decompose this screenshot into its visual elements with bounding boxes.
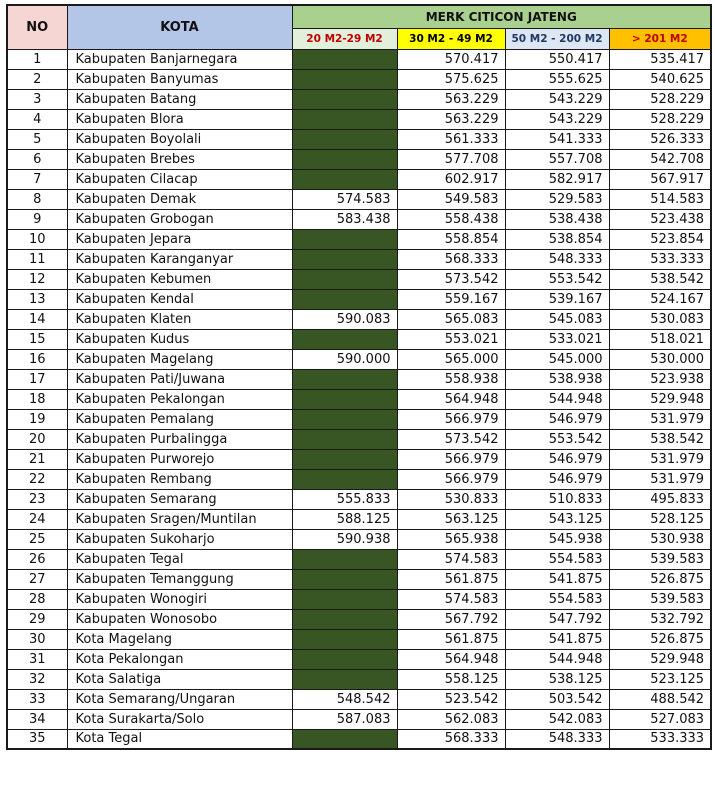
row-price-20-29: 548.542 — [292, 689, 397, 709]
row-price-30-49: 565.000 — [397, 349, 505, 369]
row-price-20-29: 587.083 — [292, 709, 397, 729]
row-kota: Kabupaten Purbalingga — [67, 429, 292, 449]
row-no: 30 — [7, 629, 67, 649]
row-no: 7 — [7, 169, 67, 189]
row-price-201: 526.875 — [609, 629, 711, 649]
row-price-30-49: 567.792 — [397, 609, 505, 629]
table-row — [7, 169, 711, 189]
row-no: 33 — [7, 689, 67, 709]
row-price-20-29-unavailable — [292, 429, 397, 449]
row-no: 25 — [7, 529, 67, 549]
row-price-30-49: 574.583 — [397, 589, 505, 609]
table-row — [7, 149, 711, 169]
row-price-201: 526.875 — [609, 569, 711, 589]
row-no: 23 — [7, 489, 67, 509]
row-no: 20 — [7, 429, 67, 449]
row-price-20-29-unavailable — [292, 589, 397, 609]
table-row — [7, 669, 711, 689]
row-price-201: 530.000 — [609, 349, 711, 369]
header-size-30-49: 30 M2 - 49 M2 — [397, 28, 505, 49]
row-kota: Kabupaten Kendal — [67, 289, 292, 309]
row-price-20-29-unavailable — [292, 649, 397, 669]
row-price-201: 539.583 — [609, 589, 711, 609]
row-price-50-200: 503.542 — [505, 689, 609, 709]
price-table-container — [6, 4, 712, 750]
row-price-50-200: 582.917 — [505, 169, 609, 189]
row-kota: Kabupaten Boyolali — [67, 129, 292, 149]
table-row — [7, 89, 711, 109]
row-kota: Kota Salatiga — [67, 669, 292, 689]
row-no: 35 — [7, 729, 67, 749]
row-price-20-29-unavailable — [292, 389, 397, 409]
row-price-201: 542.708 — [609, 149, 711, 169]
row-price-30-49: 563.229 — [397, 109, 505, 129]
row-price-50-200: 545.938 — [505, 529, 609, 549]
row-no: 29 — [7, 609, 67, 629]
row-no: 31 — [7, 649, 67, 669]
row-no: 9 — [7, 209, 67, 229]
row-kota: Kabupaten Jepara — [67, 229, 292, 249]
row-price-20-29-unavailable — [292, 269, 397, 289]
row-no: 2 — [7, 69, 67, 89]
row-price-201: 526.333 — [609, 129, 711, 149]
row-no: 34 — [7, 709, 67, 729]
row-no: 5 — [7, 129, 67, 149]
row-price-30-49: 568.333 — [397, 729, 505, 749]
table-row — [7, 369, 711, 389]
row-kota: Kabupaten Brebes — [67, 149, 292, 169]
row-price-50-200: 557.708 — [505, 149, 609, 169]
row-price-20-29-unavailable — [292, 69, 397, 89]
table-row — [7, 389, 711, 409]
row-price-20-29: 555.833 — [292, 489, 397, 509]
row-price-201: 538.542 — [609, 429, 711, 449]
row-price-201: 531.979 — [609, 469, 711, 489]
row-price-50-200: 533.021 — [505, 329, 609, 349]
table-row — [7, 189, 711, 209]
row-kota: Kabupaten Karanganyar — [67, 249, 292, 269]
row-price-30-49: 561.875 — [397, 629, 505, 649]
row-price-20-29: 590.083 — [292, 309, 397, 329]
row-price-20-29-unavailable — [292, 409, 397, 429]
row-kota: Kabupaten Wonogiri — [67, 589, 292, 609]
table-row — [7, 649, 711, 669]
row-kota: Kabupaten Semarang — [67, 489, 292, 509]
row-no: 3 — [7, 89, 67, 109]
table-row — [7, 589, 711, 609]
row-price-50-200: 544.948 — [505, 649, 609, 669]
row-price-20-29-unavailable — [292, 249, 397, 269]
table-row — [7, 69, 711, 89]
row-price-201: 523.938 — [609, 369, 711, 389]
row-price-201: 539.583 — [609, 549, 711, 569]
row-price-50-200: 554.583 — [505, 589, 609, 609]
row-price-50-200: 545.000 — [505, 349, 609, 369]
row-price-50-200: 555.625 — [505, 69, 609, 89]
row-kota: Kabupaten Batang — [67, 89, 292, 109]
row-price-20-29-unavailable — [292, 49, 397, 69]
row-price-20-29-unavailable — [292, 169, 397, 189]
row-no: 14 — [7, 309, 67, 329]
row-price-30-49: 570.417 — [397, 49, 505, 69]
row-price-20-29: 574.583 — [292, 189, 397, 209]
row-price-30-49: 566.979 — [397, 409, 505, 429]
table-row — [7, 129, 711, 149]
row-no: 15 — [7, 329, 67, 349]
row-no: 11 — [7, 249, 67, 269]
row-price-30-49: 549.583 — [397, 189, 505, 209]
row-price-30-49: 558.938 — [397, 369, 505, 389]
row-price-201: 514.583 — [609, 189, 711, 209]
row-kota: Kota Surakarta/Solo — [67, 709, 292, 729]
row-price-20-29: 590.938 — [292, 529, 397, 549]
row-price-30-49: 561.875 — [397, 569, 505, 589]
row-price-30-49: 574.583 — [397, 549, 505, 569]
row-price-30-49: 575.625 — [397, 69, 505, 89]
row-price-50-200: 510.833 — [505, 489, 609, 509]
row-kota: Kabupaten Cilacap — [67, 169, 292, 189]
row-price-201: 530.083 — [609, 309, 711, 329]
row-kota: Kota Semarang/Ungaran — [67, 689, 292, 709]
row-no: 22 — [7, 469, 67, 489]
table-row — [7, 489, 711, 509]
row-kota: Kabupaten Sukoharjo — [67, 529, 292, 549]
row-price-30-49: 553.021 — [397, 329, 505, 349]
row-kota: Kabupaten Demak — [67, 189, 292, 209]
row-price-30-49: 563.125 — [397, 509, 505, 529]
row-price-201: 524.167 — [609, 289, 711, 309]
row-price-30-49: 602.917 — [397, 169, 505, 189]
row-price-50-200: 543.125 — [505, 509, 609, 529]
row-price-50-200: 539.167 — [505, 289, 609, 309]
row-price-50-200: 546.979 — [505, 449, 609, 469]
row-price-201: 538.542 — [609, 269, 711, 289]
table-row — [7, 329, 711, 349]
row-no: 1 — [7, 49, 67, 69]
row-kota: Kabupaten Blora — [67, 109, 292, 129]
row-kota: Kabupaten Banyumas — [67, 69, 292, 89]
row-price-50-200: 538.438 — [505, 209, 609, 229]
row-price-30-49: 561.333 — [397, 129, 505, 149]
row-kota: Kota Pekalongan — [67, 649, 292, 669]
table-row — [7, 249, 711, 269]
table-row — [7, 429, 711, 449]
table-row — [7, 549, 711, 569]
row-price-50-200: 546.979 — [505, 409, 609, 429]
row-price-50-200: 548.333 — [505, 729, 609, 749]
row-price-20-29-unavailable — [292, 229, 397, 249]
row-price-30-49: 565.083 — [397, 309, 505, 329]
row-price-50-200: 542.083 — [505, 709, 609, 729]
row-no: 8 — [7, 189, 67, 209]
row-kota: Kabupaten Temanggung — [67, 569, 292, 589]
table-row — [7, 49, 711, 69]
row-kota: Kota Magelang — [67, 629, 292, 649]
row-price-20-29-unavailable — [292, 89, 397, 109]
row-price-30-49: 566.979 — [397, 469, 505, 489]
row-no: 17 — [7, 369, 67, 389]
row-kota: Kabupaten Pekalongan — [67, 389, 292, 409]
row-price-30-49: 523.542 — [397, 689, 505, 709]
table-row — [7, 309, 711, 329]
table-row — [7, 469, 711, 489]
row-price-201: 523.854 — [609, 229, 711, 249]
table-row — [7, 409, 711, 429]
row-price-30-49: 564.948 — [397, 649, 505, 669]
row-price-50-200: 541.333 — [505, 129, 609, 149]
row-price-30-49: 566.979 — [397, 449, 505, 469]
row-price-20-29-unavailable — [292, 549, 397, 569]
row-price-201: 567.917 — [609, 169, 711, 189]
row-price-201: 528.229 — [609, 109, 711, 129]
table-row — [7, 569, 711, 589]
row-price-50-200: 538.854 — [505, 229, 609, 249]
row-price-20-29-unavailable — [292, 149, 397, 169]
row-price-30-49: 568.333 — [397, 249, 505, 269]
row-kota: Kabupaten Purworejo — [67, 449, 292, 469]
row-kota: Kabupaten Wonosobo — [67, 609, 292, 629]
table-row — [7, 609, 711, 629]
table-row — [7, 509, 711, 529]
header-size-201: > 201 M2 — [609, 28, 711, 49]
row-price-201: 533.333 — [609, 729, 711, 749]
row-price-201: 531.979 — [609, 409, 711, 429]
row-price-50-200: 547.792 — [505, 609, 609, 629]
row-price-50-200: 538.125 — [505, 669, 609, 689]
price-table — [6, 4, 712, 750]
row-price-50-200: 529.583 — [505, 189, 609, 209]
row-price-20-29-unavailable — [292, 729, 397, 749]
row-price-20-29-unavailable — [292, 129, 397, 149]
row-price-20-29-unavailable — [292, 469, 397, 489]
table-row — [7, 349, 711, 369]
row-no: 12 — [7, 269, 67, 289]
row-price-20-29: 590.000 — [292, 349, 397, 369]
row-no: 27 — [7, 569, 67, 589]
row-price-50-200: 541.875 — [505, 629, 609, 649]
row-no: 18 — [7, 389, 67, 409]
row-price-30-49: 577.708 — [397, 149, 505, 169]
row-price-30-49: 573.542 — [397, 269, 505, 289]
row-price-20-29-unavailable — [292, 669, 397, 689]
row-price-50-200: 545.083 — [505, 309, 609, 329]
row-no: 26 — [7, 549, 67, 569]
row-no: 28 — [7, 589, 67, 609]
row-price-20-29: 588.125 — [292, 509, 397, 529]
table-body — [7, 49, 711, 749]
table-row — [7, 289, 711, 309]
row-kota: Kabupaten Grobogan — [67, 209, 292, 229]
row-price-201: 529.948 — [609, 649, 711, 669]
table-row — [7, 729, 711, 749]
table-row — [7, 109, 711, 129]
row-price-201: 533.333 — [609, 249, 711, 269]
row-kota: Kabupaten Sragen/Muntilan — [67, 509, 292, 529]
row-no: 13 — [7, 289, 67, 309]
row-price-20-29-unavailable — [292, 329, 397, 349]
row-price-30-49: 562.083 — [397, 709, 505, 729]
row-price-50-200: 538.938 — [505, 369, 609, 389]
row-no: 16 — [7, 349, 67, 369]
row-price-201: 540.625 — [609, 69, 711, 89]
row-price-201: 523.438 — [609, 209, 711, 229]
row-kota: Kota Tegal — [67, 729, 292, 749]
header-row-top — [7, 5, 711, 28]
row-price-201: 528.125 — [609, 509, 711, 529]
row-no: 4 — [7, 109, 67, 129]
row-no: 6 — [7, 149, 67, 169]
row-kota: Kabupaten Kebumen — [67, 269, 292, 289]
row-price-201: 532.792 — [609, 609, 711, 629]
row-kota: Kabupaten Pemalang — [67, 409, 292, 429]
row-price-20-29-unavailable — [292, 449, 397, 469]
row-price-20-29-unavailable — [292, 289, 397, 309]
row-price-201: 529.948 — [609, 389, 711, 409]
row-kota: Kabupaten Magelang — [67, 349, 292, 369]
row-price-30-49: 530.833 — [397, 489, 505, 509]
row-price-30-49: 573.542 — [397, 429, 505, 449]
row-price-50-200: 544.948 — [505, 389, 609, 409]
header-merk: MERK CITICON JATENG — [292, 5, 711, 28]
row-price-50-200: 550.417 — [505, 49, 609, 69]
row-price-201: 531.979 — [609, 449, 711, 469]
row-price-50-200: 546.979 — [505, 469, 609, 489]
row-price-30-49: 564.948 — [397, 389, 505, 409]
row-price-201: 518.021 — [609, 329, 711, 349]
row-price-201: 488.542 — [609, 689, 711, 709]
row-no: 21 — [7, 449, 67, 469]
row-no: 32 — [7, 669, 67, 689]
row-price-50-200: 541.875 — [505, 569, 609, 589]
table-row — [7, 709, 711, 729]
row-price-30-49: 565.938 — [397, 529, 505, 549]
row-price-30-49: 558.854 — [397, 229, 505, 249]
row-price-50-200: 554.583 — [505, 549, 609, 569]
row-kota: Kabupaten Rembang — [67, 469, 292, 489]
row-kota: Kabupaten Kudus — [67, 329, 292, 349]
header-no: NO — [7, 5, 67, 49]
row-price-30-49: 563.229 — [397, 89, 505, 109]
table-row — [7, 209, 711, 229]
header-size-20-29: 20 M2-29 M2 — [292, 28, 397, 49]
row-kota: Kabupaten Pati/Juwana — [67, 369, 292, 389]
row-price-50-200: 553.542 — [505, 269, 609, 289]
row-price-50-200: 543.229 — [505, 89, 609, 109]
row-price-20-29-unavailable — [292, 629, 397, 649]
row-price-50-200: 543.229 — [505, 109, 609, 129]
row-kota: Kabupaten Tegal — [67, 549, 292, 569]
row-price-201: 527.083 — [609, 709, 711, 729]
row-price-30-49: 559.167 — [397, 289, 505, 309]
row-price-20-29-unavailable — [292, 109, 397, 129]
header-size-50-200: 50 M2 - 200 M2 — [505, 28, 609, 49]
row-price-201: 528.229 — [609, 89, 711, 109]
row-kota: Kabupaten Banjarnegara — [67, 49, 292, 69]
row-no: 19 — [7, 409, 67, 429]
row-price-201: 523.125 — [609, 669, 711, 689]
row-price-20-29-unavailable — [292, 369, 397, 389]
row-price-20-29: 583.438 — [292, 209, 397, 229]
table-row — [7, 689, 711, 709]
table-row — [7, 269, 711, 289]
row-no: 24 — [7, 509, 67, 529]
row-price-30-49: 558.125 — [397, 669, 505, 689]
row-price-201: 495.833 — [609, 489, 711, 509]
table-row — [7, 229, 711, 249]
row-price-30-49: 558.438 — [397, 209, 505, 229]
row-price-201: 530.938 — [609, 529, 711, 549]
row-price-20-29-unavailable — [292, 609, 397, 629]
row-price-20-29-unavailable — [292, 569, 397, 589]
table-row — [7, 529, 711, 549]
row-price-50-200: 553.542 — [505, 429, 609, 449]
row-no: 10 — [7, 229, 67, 249]
table-row — [7, 449, 711, 469]
row-kota: Kabupaten Klaten — [67, 309, 292, 329]
header-kota: KOTA — [67, 5, 292, 49]
row-price-201: 535.417 — [609, 49, 711, 69]
table-row — [7, 629, 711, 649]
row-price-50-200: 548.333 — [505, 249, 609, 269]
